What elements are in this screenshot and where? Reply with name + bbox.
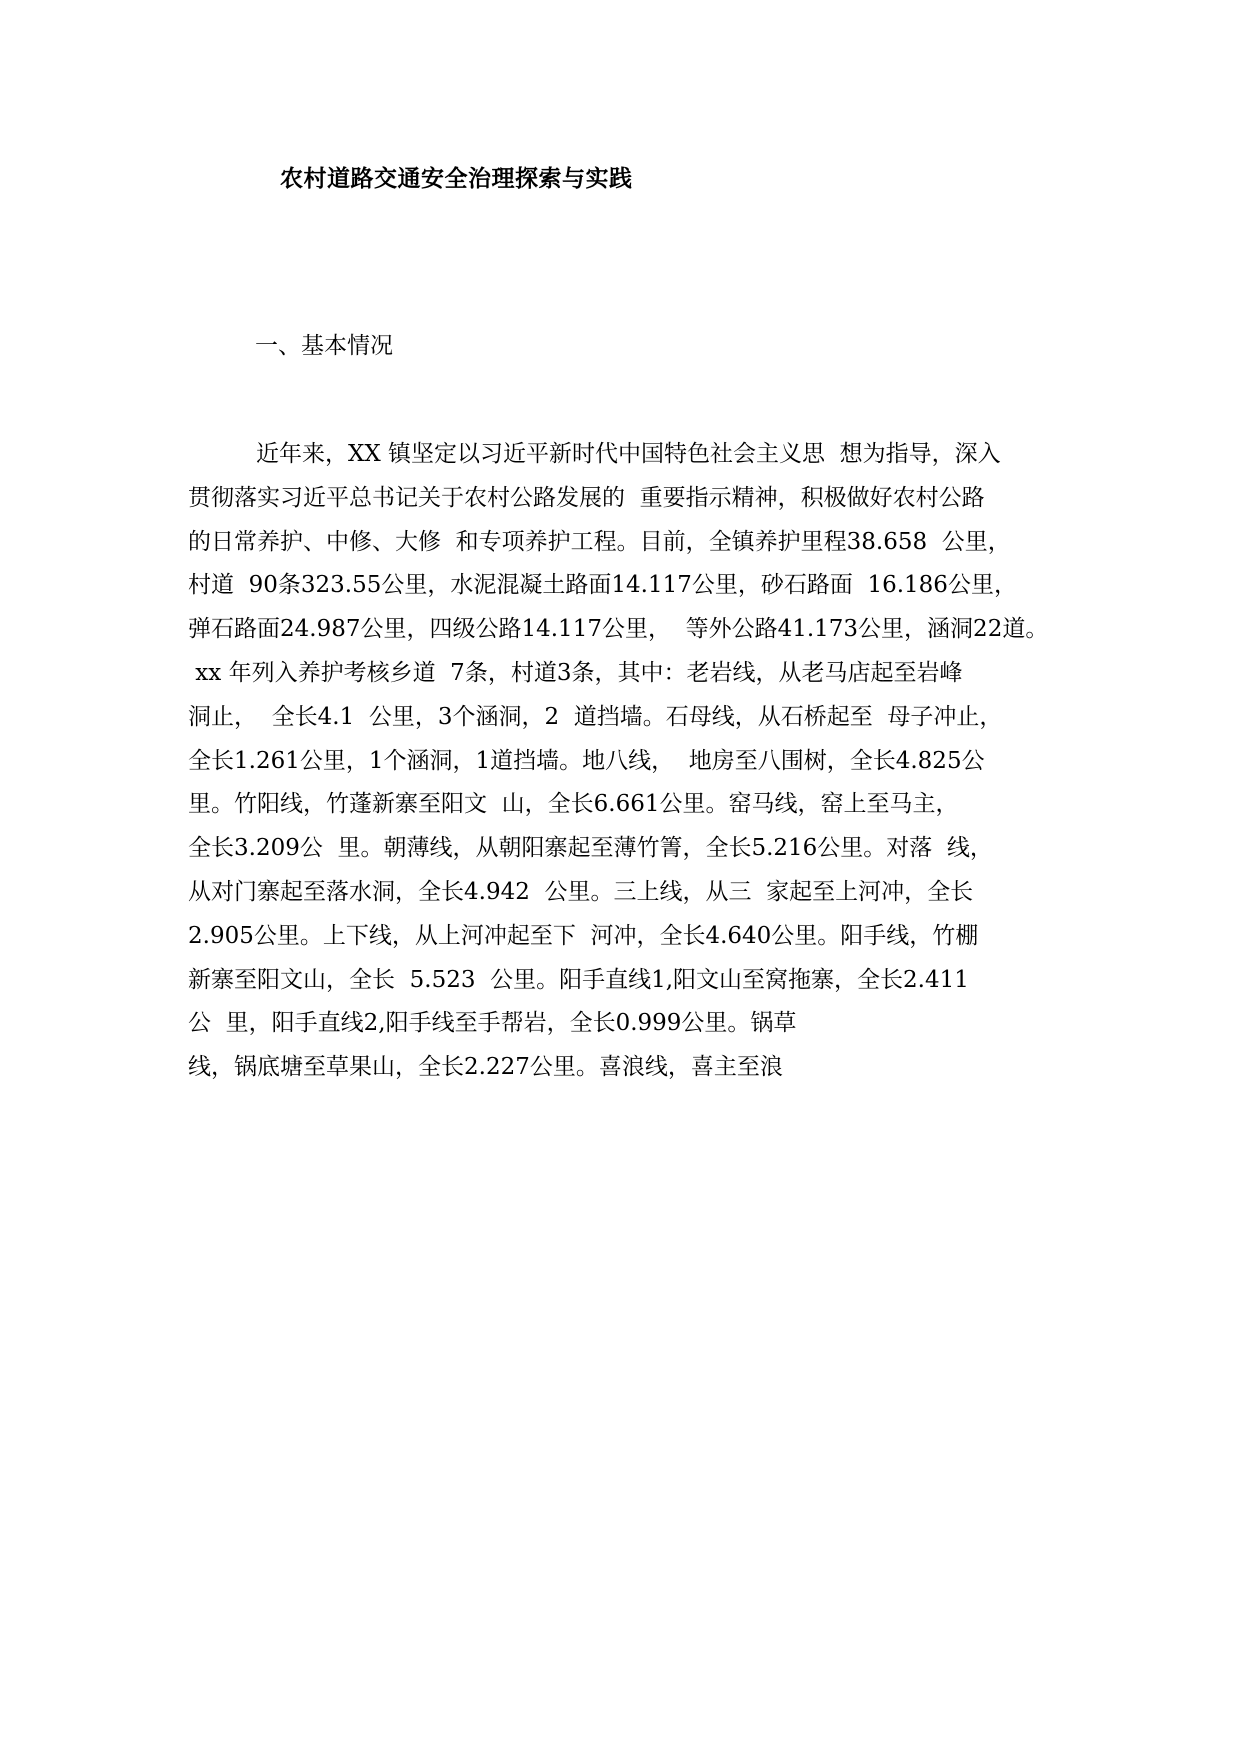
paragraph-line: 弹石路面24.987公里，四级公路14.117公里， 等外公路41.173公里，涵洞22道。	[188, 616, 1049, 643]
paragraph-line: 从对门寨起至落水洞，全长4.942 公里。三上线，从三 家起至上河冲，全长	[188, 878, 974, 905]
paragraph-line: xx 年列入养护考核乡道 7条，村道3条，其中：老岩线，从老马店起至岩峰	[188, 659, 963, 686]
paragraph-line: 全长1.261公里，1个涵洞，1道挡墙。地八线， 地房至八围树，全长4.825公	[188, 747, 985, 774]
paragraph-line: 里。竹阳线，竹蓬新寨至阳文 山，全长6.661公里。窑马线，窑上至马主，	[188, 791, 959, 818]
paragraph-line: 近年来，XX 镇坚定以习近平新时代中国特色社会主义思 想为指导，深入	[256, 441, 1001, 467]
paragraph-line: 线，锅底塘至草果山，全长2.227公里。喜浪线，喜主至浪	[188, 1054, 783, 1081]
paragraph-line: 村道 90条323.55公里，水泥混凝土路面14.117公里，砂石路面 16.186公里，	[188, 572, 1017, 599]
paragraph-line: 的日常养护、中修、大修 和专项养护工程。目前，全镇养护里程38.658 公里，	[188, 528, 1011, 555]
paragraph-line: 新寨至阳文山，全长 5.523 公里。阳手直线1,阳文山至窝拖寨，全长2.411	[188, 966, 969, 993]
body-paragraph	[188, 433, 1088, 1090]
section-heading: 一、基本情况	[255, 333, 393, 359]
paragraph-line: 公 里，阳手直线2,阳手线至手帮岩，全长0.999公里。锅草	[188, 1010, 797, 1037]
paragraph-line: 洞止， 全长4.1 公里，3个涵洞，2 道挡墙。石母线，从石桥起至 母子冲止，	[188, 703, 1003, 730]
paragraph-line: 全长3.209公 里。朝薄线，从朝阳寨起至薄竹箐，全长5.216公里。对落 线，	[188, 835, 993, 862]
paragraph-line: 贯彻落实习近平总书记关于农村公路发展的 重要指示精神，积极做好农村公路	[188, 484, 985, 511]
document-title: 农村道路交通安全治理探索与实践	[280, 166, 633, 192]
paragraph-line: 2.905公里。上下线，从上河冲起至下 河冲，全长4.640公里。阳手线，竹棚	[188, 922, 979, 949]
